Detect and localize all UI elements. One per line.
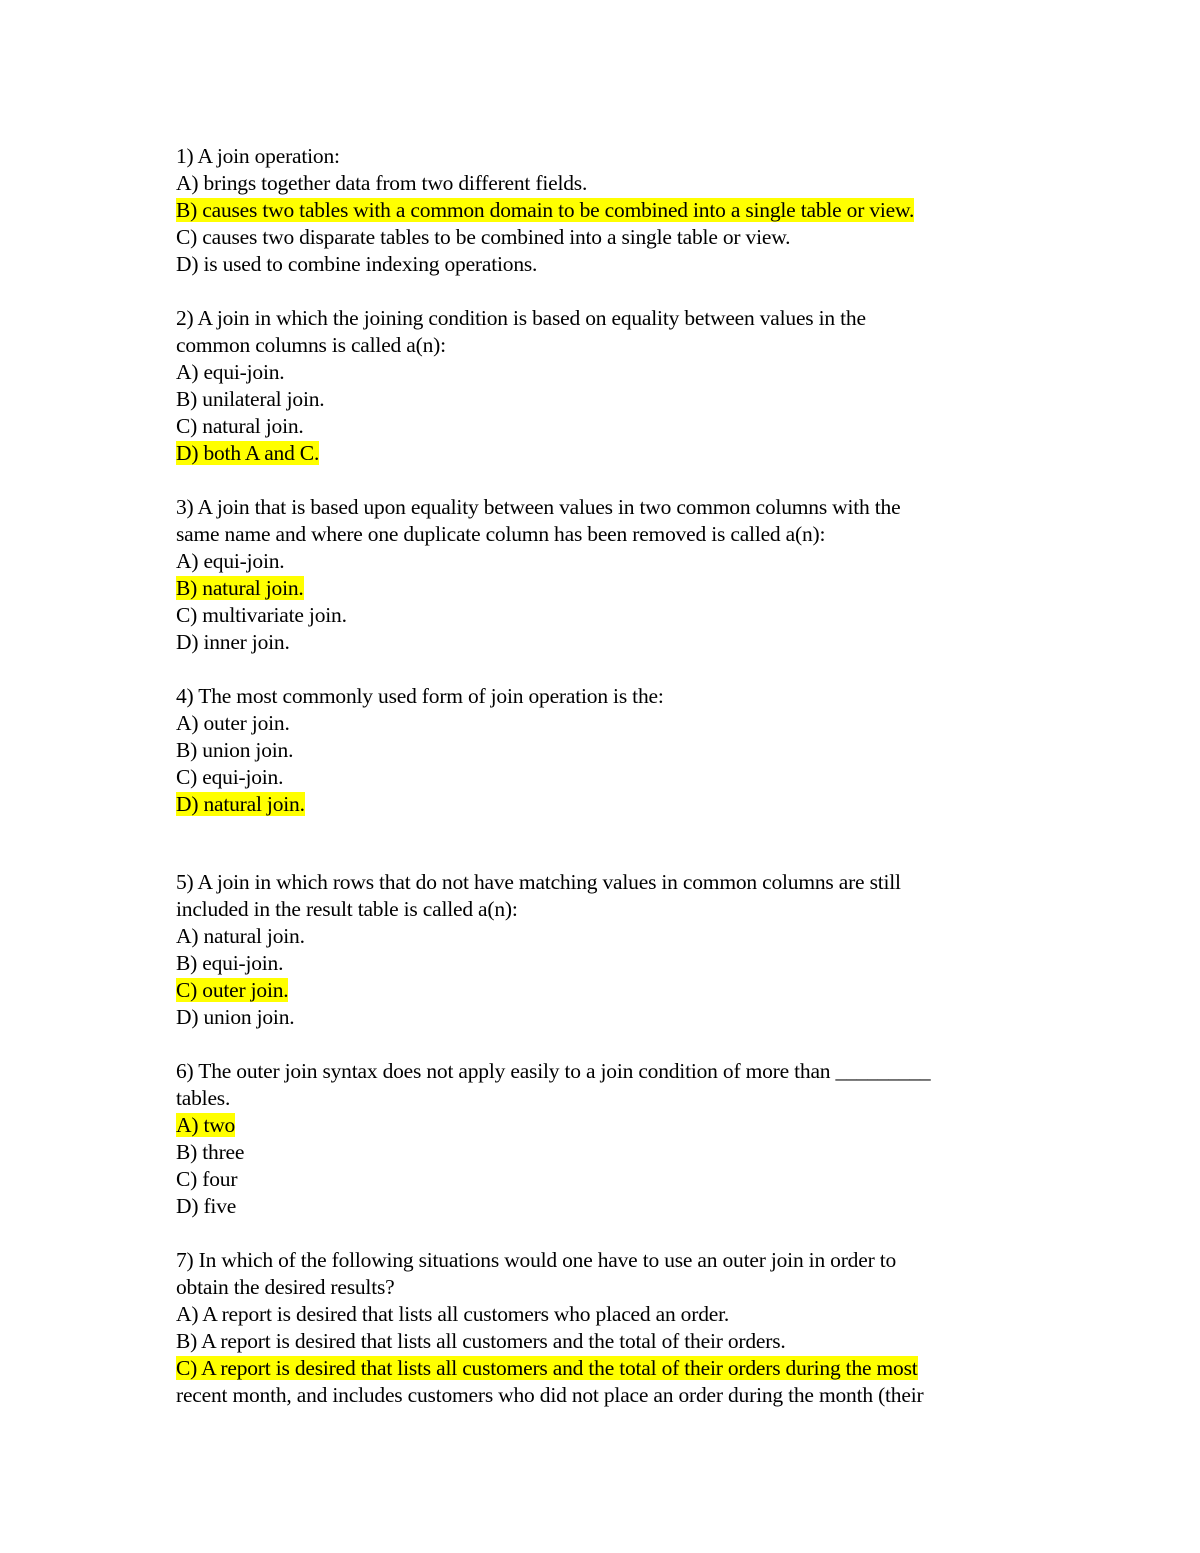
highlighted-answer: C) A report is desired that lists all customers and the total of their orders during the most xyxy=(176,1356,918,1380)
answer-option: D) is used to combine indexing operations. xyxy=(176,252,538,276)
question-stem: 1) A join operation: xyxy=(176,144,340,168)
answer-option-continued: recent month, and includes customers who did not place an order during the month (their xyxy=(176,1383,924,1407)
question-3 xyxy=(176,494,1036,656)
answer-option: A) A report is desired that lists all customers who placed an order. xyxy=(176,1302,730,1326)
answer-option-correct xyxy=(176,197,1036,224)
answer-option-correct xyxy=(176,977,1036,1004)
question-stem: 2) A join in which the joining condition is based on equality between values in the xyxy=(176,306,866,330)
question-stem: same name and where one duplicate column has been removed is called a(n): xyxy=(176,522,826,546)
answer-option: C) causes two disparate tables to be combined into a single table or view. xyxy=(176,225,791,249)
answer-option: C) equi-join. xyxy=(176,765,284,789)
question-stem: 5) A join in which rows that do not have matching values in common columns are still xyxy=(176,870,901,894)
question-stem: obtain the desired results? xyxy=(176,1275,395,1299)
answer-option: D) five xyxy=(176,1194,237,1218)
answer-option: D) union join. xyxy=(176,1005,295,1029)
highlighted-answer: B) natural join. xyxy=(176,576,304,600)
question-stem: included in the result table is called a(n): xyxy=(176,897,518,921)
spacer xyxy=(176,1220,1036,1247)
answer-option: B) union join. xyxy=(176,738,294,762)
question-stem: common columns is called a(n): xyxy=(176,333,446,357)
answer-option-correct xyxy=(176,440,1036,467)
answer-option: C) multivariate join. xyxy=(176,603,347,627)
question-7 xyxy=(176,1247,1036,1409)
highlighted-answer: C) outer join. xyxy=(176,978,289,1002)
spacer xyxy=(176,656,1036,683)
highlighted-answer: D) both A and C. xyxy=(176,441,320,465)
answer-option-correct xyxy=(176,575,1036,602)
answer-option: B) three xyxy=(176,1140,245,1164)
question-1 xyxy=(176,143,1036,278)
spacer xyxy=(176,467,1036,494)
answer-option-correct xyxy=(176,1355,1036,1382)
question-stem: 4) The most commonly used form of join operation is the: xyxy=(176,684,664,708)
spacer xyxy=(176,818,1036,869)
highlighted-answer: B) causes two tables with a common domain to be combined into a single table or view. xyxy=(176,198,915,222)
question-2 xyxy=(176,305,1036,467)
question-6 xyxy=(176,1058,1036,1220)
answer-option: B) unilateral join. xyxy=(176,387,325,411)
highlighted-answer: A) two xyxy=(176,1113,236,1137)
highlighted-answer: D) natural join. xyxy=(176,792,305,816)
question-4 xyxy=(176,683,1036,818)
answer-option: A) equi-join. xyxy=(176,360,285,384)
answer-option: C) natural join. xyxy=(176,414,304,438)
spacer xyxy=(176,1031,1036,1058)
answer-option: A) outer join. xyxy=(176,711,290,735)
answer-option: A) equi-join. xyxy=(176,549,285,573)
question-stem: 6) The outer join syntax does not apply easily to a join condition of more than _________ xyxy=(176,1059,931,1083)
spacer xyxy=(176,278,1036,305)
quiz-content xyxy=(176,143,1036,1409)
answer-option: C) four xyxy=(176,1167,238,1191)
answer-option-correct xyxy=(176,791,1036,818)
answer-option: A) natural join. xyxy=(176,924,305,948)
question-stem: tables. xyxy=(176,1086,231,1110)
answer-option: D) inner join. xyxy=(176,630,290,654)
answer-option-correct xyxy=(176,1112,1036,1139)
answer-option: A) brings together data from two different fields. xyxy=(176,171,588,195)
question-stem: 3) A join that is based upon equality between values in two common columns with the xyxy=(176,495,901,519)
answer-option: B) A report is desired that lists all customers and the total of their orders. xyxy=(176,1329,786,1353)
question-5 xyxy=(176,869,1036,1031)
question-stem: 7) In which of the following situations would one have to use an outer join in order to xyxy=(176,1248,897,1272)
answer-option: B) equi-join. xyxy=(176,951,284,975)
